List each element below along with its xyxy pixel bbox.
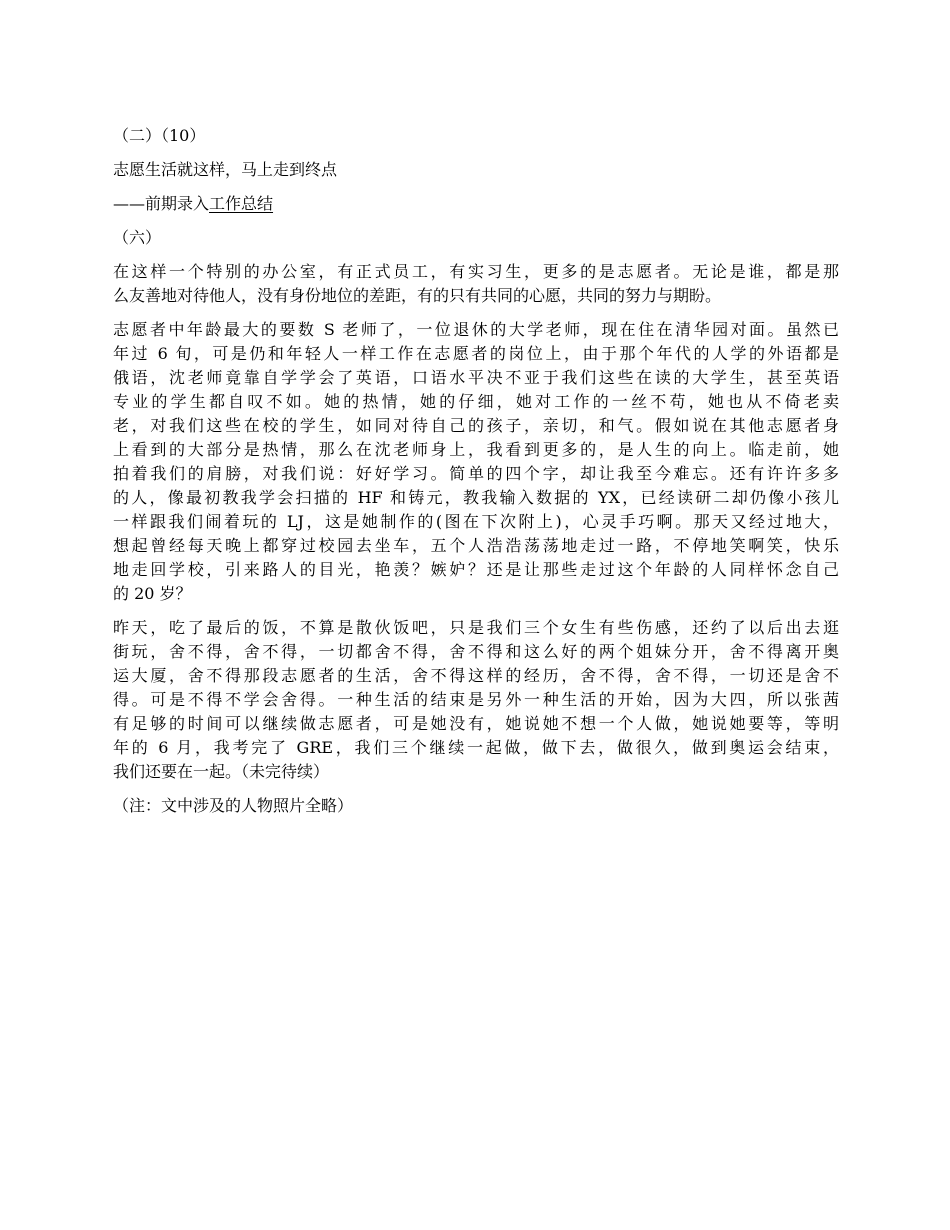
paragraph-line: 想起曾经每天晚上都穿过校园去坐车，五个人浩浩荡荡地走过一路，不停地笑啊笑，快乐 [113,536,839,555]
paragraph-line: 专业的学生都自叹不如。她的热情，她的仔细，她对工作的一丝不苟，她也从不倚老卖 [113,392,839,411]
work-summary-link[interactable]: 工作总结 [209,194,274,213]
paragraph-line: 昨天，吃了最后的饭，不算是散伙饭吧，只是我们三个女生有些伤感，还约了以后出去逛 [113,618,839,637]
paragraph-line: 么友善地对待他人，没有身份地位的差距，有的只有共同的心愿，共同的努力与期盼。 [113,286,722,305]
paragraph-2 [113,318,839,606]
paragraph-line: 志愿者中年龄最大的要数 S 老师了，一位退休的大学老师，现在住在清华园对面。虽然已 [113,320,839,339]
paragraph-line: 有足够的时间可以继续做志愿者，可是她没有，她说她不想一个人做，她说她要等，等明 [113,714,839,733]
paragraph-line: 年过 6 旬，可是仍和年轻人一样工作在志愿者的岗位上，由于那个年代的人学的外语都是 [113,344,839,363]
paragraph-line: 街玩，舍不得，舍不得，一切都舍不得，舍不得和这么好的两个姐妹分开，舍不得离开奥 [113,642,839,661]
section-marker: （六） [113,228,162,247]
paragraph-line: 的人，像最初教我学会扫描的 HF 和铸元，教我输入数据的 YX，已经读研二却仍像小孩儿 [113,488,839,507]
paragraph-3 [113,616,839,784]
footnote: （注：文中涉及的人物照片全略） [113,796,354,815]
document-title: 志愿生活就这样，马上走到终点 [113,160,338,179]
paragraph-line: 我们还要在一起。（未完待续） [113,762,330,781]
byline-prefix: ——前期录入 [113,194,210,213]
paragraph-line: 得。可是不得不学会舍得。一种生活的结束是另外一种生活的开始，因为大四，所以张茜 [113,690,839,709]
paragraph-line: 地走回学校，引来路人的目光，艳羡？嫉妒？还是让那些走过这个年龄的人同样怀念自己 [113,560,839,579]
paragraph-line: 的 20 岁？ [113,584,192,603]
paragraph-1 [113,260,839,308]
paragraph-line: 老，对我们这些在校的学生，如同对待自己的孩子，亲切，和气。假如说在其他志愿者身 [113,416,839,435]
paragraph-line: 上看到的大部分是热情，那么在沈老师身上，我看到更多的，是人生的向上。临走前，她 [113,440,839,459]
document-page [113,124,839,828]
paragraph-line: 年的 6 月，我考完了 GRE，我们三个继续一起做，做下去，做很久，做到奥运会结束， [113,738,839,757]
paragraph-line: 拍着我们的肩膀，对我们说：好好学习。简单的四个字，却让我至今难忘。还有许许多多 [113,464,839,483]
paragraph-line: 运大厦，舍不得那段志愿者的生活，舍不得这样的经历，舍不得，舍不得，一切还是舍不 [113,666,839,685]
paragraph-line: 在这样一个特别的办公室，有正式员工，有实习生，更多的是志愿者。无论是谁，都是那 [113,262,839,281]
byline [113,192,839,216]
heading-number: （二）（10） [113,126,206,145]
paragraph-line: 一样跟我们闹着玩的 LJ，这是她制作的(图在下次附上)，心灵手巧啊。那天又经过地大， [113,512,839,531]
paragraph-line: 俄语，沈老师竟靠自学学会了英语，口语水平决不亚于我们这些在读的大学生，甚至英语 [113,368,839,387]
